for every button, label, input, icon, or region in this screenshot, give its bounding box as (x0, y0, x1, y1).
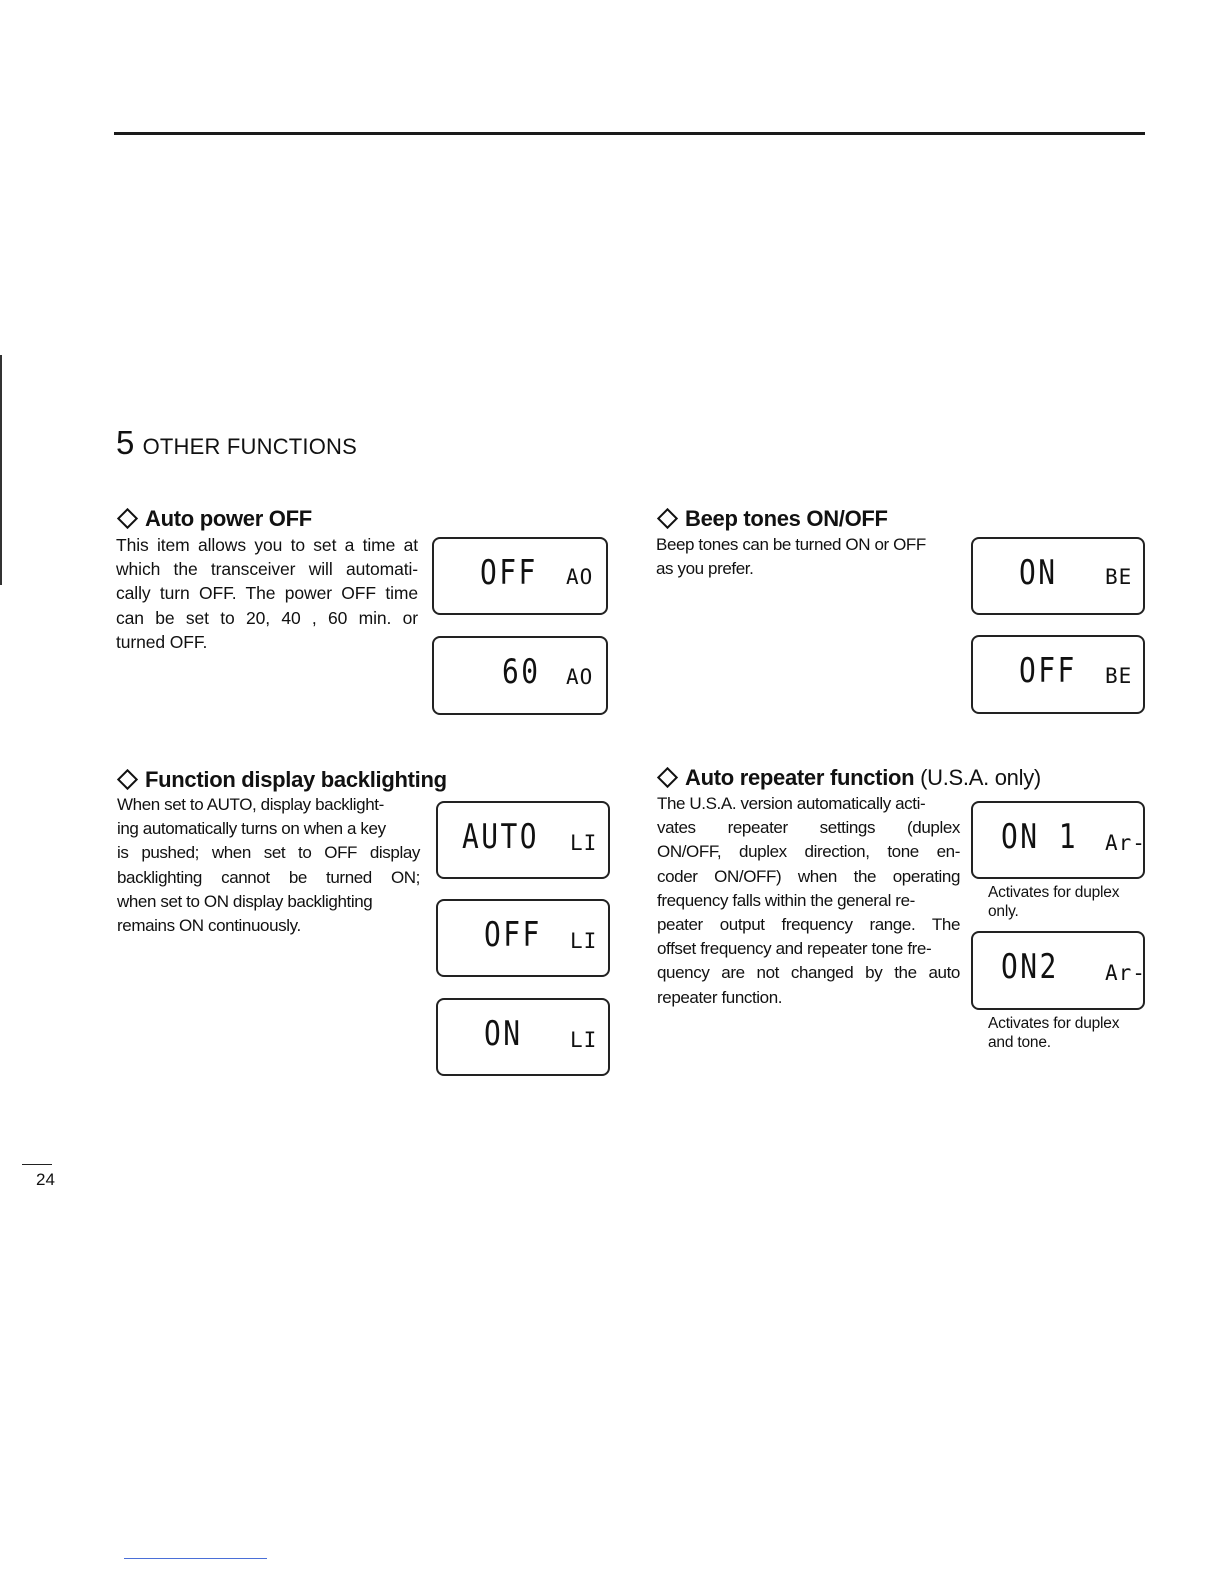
auto-power-heading (116, 506, 312, 532)
caption-line: only. (988, 903, 1019, 920)
text-line: This item allows you to set a time at (116, 535, 418, 555)
auto-power-title: Auto power OFF (145, 506, 312, 531)
backlight-heading (116, 767, 447, 793)
backlight-title: Function display backlighting (145, 767, 447, 792)
backlight-text (117, 793, 420, 938)
auto-power-text (116, 533, 418, 654)
text-line: The U.S.A. version automatically acti- (657, 794, 926, 813)
text-line: can be set to 20, 40 , 60 min. or (116, 607, 418, 628)
lcd-main-readout: ON2 (1001, 947, 1059, 987)
lcd-display-beep-on (971, 537, 1145, 615)
lcd-display-backlight-auto (436, 801, 610, 879)
lcd-main-readout: OFF (1019, 651, 1077, 691)
lcd-display-repeater-on2 (971, 931, 1145, 1010)
lcd-display-auto-power-off (432, 537, 608, 615)
text-line: repeater function. (657, 987, 783, 1007)
text-line: cally turn OFF. The power OFF time (116, 583, 418, 604)
header-rule (114, 132, 1145, 135)
beep-heading (656, 506, 888, 532)
repeater-caption-1 (988, 883, 1119, 921)
text-line: is pushed; when set to OFF display (117, 843, 420, 863)
lcd-indicator: Ar- (1105, 961, 1146, 985)
lcd-indicator: BE (1105, 565, 1133, 589)
lcd-indicator: LI (570, 831, 598, 855)
lcd-indicator: AO (566, 565, 594, 589)
caption-line: Activates for duplex (988, 1015, 1120, 1032)
beep-title: Beep tones ON/OFF (685, 506, 888, 531)
lcd-display-beep-off (971, 635, 1145, 714)
lcd-indicator: LI (570, 929, 598, 953)
footer-rule (124, 1558, 267, 1559)
page-number: 24 (36, 1170, 55, 1189)
text-line: remains ON continuously. (117, 916, 301, 936)
repeater-caption-2 (988, 1014, 1119, 1052)
repeater-title: Auto repeater function (685, 765, 915, 790)
text-line: frequency falls within the general re- (657, 890, 915, 910)
repeater-text (657, 792, 960, 1010)
diamond-icon (117, 508, 138, 529)
chapter-title: OTHER FUNCTIONS (142, 434, 358, 459)
diamond-icon (117, 769, 138, 790)
text-line: Beep tones can be turned ON or OFF (656, 535, 926, 554)
repeater-title-suffix: (U.S.A. only) (920, 765, 1041, 790)
lcd-display-backlight-on (436, 998, 610, 1076)
lcd-main-readout: AUTO (462, 817, 539, 857)
text-line: as you prefer. (656, 559, 754, 579)
text-line: turned OFF. (116, 631, 208, 652)
lcd-main-readout: ON (484, 1014, 523, 1054)
lcd-indicator: LI (570, 1028, 598, 1052)
chapter-heading (116, 424, 357, 462)
left-margin-mark (0, 355, 2, 585)
lcd-indicator: BE (1105, 664, 1133, 688)
text-line: offset frequency and repeater tone fre- (657, 939, 932, 959)
text-line: quency are not changed by the auto (657, 963, 960, 983)
lcd-main-readout: ON (1019, 553, 1058, 593)
diamond-icon (657, 767, 678, 788)
caption-line: and tone. (988, 1034, 1051, 1051)
text-line: which the transceiver will automati- (116, 559, 418, 580)
lcd-display-repeater-on1 (971, 801, 1145, 879)
page-number-rule (22, 1164, 52, 1165)
chapter-number: 5 (116, 424, 135, 461)
text-line: coder ON/OFF) when the operating (657, 866, 960, 886)
lcd-main-readout: 60 (502, 652, 541, 692)
beep-text (656, 533, 926, 581)
lcd-main-readout: OFF (480, 553, 538, 593)
text-line: when set to ON display backlighting (117, 891, 373, 911)
text-line: ing automatically turns on when a key (117, 819, 386, 839)
text-line: When set to AUTO, display backlight- (117, 795, 384, 814)
lcd-main-readout: OFF (484, 915, 542, 955)
lcd-main-readout: ON 1 (1001, 817, 1078, 857)
diamond-icon (657, 508, 678, 529)
lcd-display-auto-power-60 (432, 636, 608, 715)
text-line: vates repeater settings (duplex (657, 818, 960, 838)
lcd-indicator: Ar- (1105, 831, 1146, 855)
text-line: ON/OFF, duplex direction, tone en- (657, 842, 960, 862)
repeater-heading (656, 765, 1041, 791)
caption-line: Activates for duplex (988, 884, 1120, 901)
text-line: backlighting cannot be turned ON; (117, 867, 420, 887)
text-line: peater output frequency range. The (657, 915, 960, 935)
lcd-display-backlight-off (436, 899, 610, 977)
lcd-indicator: AO (566, 665, 594, 689)
